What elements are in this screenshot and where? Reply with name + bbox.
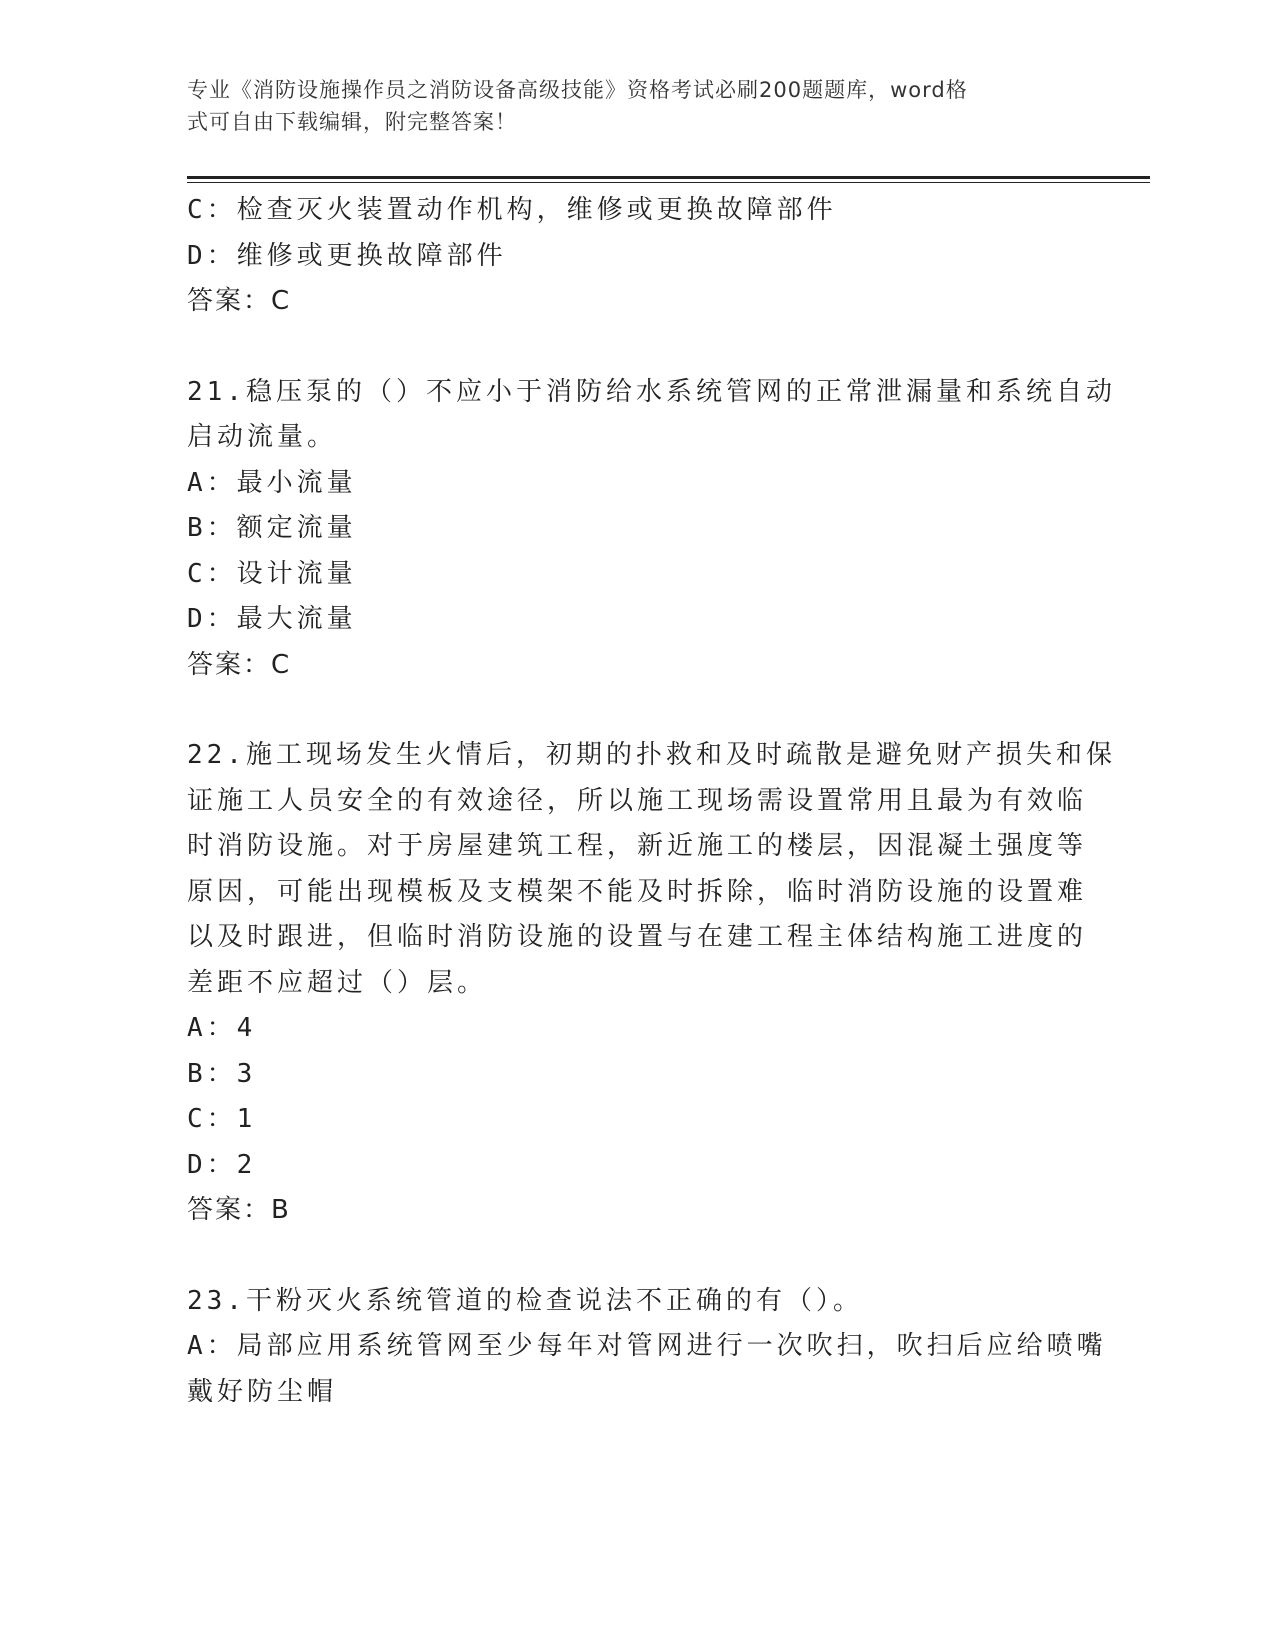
option-c: C：检查灭火装置动作机构，维修或更换故障部件 — [187, 195, 837, 225]
question-21 — [187, 370, 1116, 689]
answer: 答案：C — [187, 286, 292, 316]
option-a-continued: 戴好防尘帽 — [187, 1376, 338, 1407]
question-list — [187, 188, 1116, 1415]
document-header — [187, 74, 1067, 138]
header-line-2: 式可自由下载编辑，附完整答案！ — [187, 110, 517, 134]
option-a: A：局部应用系统管网至少每年对管网进行一次吹扫，吹扫后应给喷嘴 — [187, 1331, 1107, 1361]
question-stem: 证施工人员安全的有效途径，所以施工现场需设置常用且最为有效临 — [187, 785, 1088, 816]
answer: 答案：B — [187, 1195, 291, 1225]
option-a: A：4 — [187, 1013, 257, 1043]
previous-question-tail — [187, 188, 1087, 325]
option-a: A：最小流量 — [187, 467, 357, 498]
option-d: D：维修或更换故障部件 — [187, 240, 507, 271]
question-stem: 差距不应超过（）层。 — [187, 967, 488, 998]
header-rule-thin — [187, 182, 1150, 183]
option-c: C：1 — [187, 1104, 257, 1134]
question-stem: 时消防设施。对于房屋建筑工程，新近施工的楼层，因混凝土强度等 — [187, 831, 1088, 861]
question-23 — [187, 1279, 1107, 1416]
question-stem: 21.稳压泵的（）不应小于消防给水系统管网的正常泄漏量和系统自动 — [187, 376, 1116, 407]
question-stem: 22.施工现场发生火情后，初期的扑救和及时疏散是避免财产损失和保 — [187, 740, 1116, 770]
option-c: C：设计流量 — [187, 558, 357, 589]
option-d: D：最大流量 — [187, 604, 357, 634]
option-d: D：2 — [187, 1149, 257, 1180]
question-stem: 23.干粉灭火系统管道的检查说法不正确的有（）。 — [187, 1285, 863, 1316]
answer: 答案：C — [187, 649, 292, 680]
option-b: B：3 — [187, 1058, 257, 1089]
question-stem: 以及时跟进，但临时消防设施的设置与在建工程主体结构施工进度的 — [187, 922, 1088, 952]
question-22 — [187, 733, 1116, 1234]
option-b: B：额定流量 — [187, 513, 357, 543]
question-stem: 原因，可能出现模板及支模架不能及时拆除，临时消防设施的设置难 — [187, 876, 1088, 907]
question-stem: 启动流量。 — [187, 422, 338, 452]
header-line-1: 专业《消防设施操作员之消防设备高级技能》资格考试必刷200题题库，word格 — [187, 78, 968, 102]
header-rule-thick — [187, 176, 1150, 179]
